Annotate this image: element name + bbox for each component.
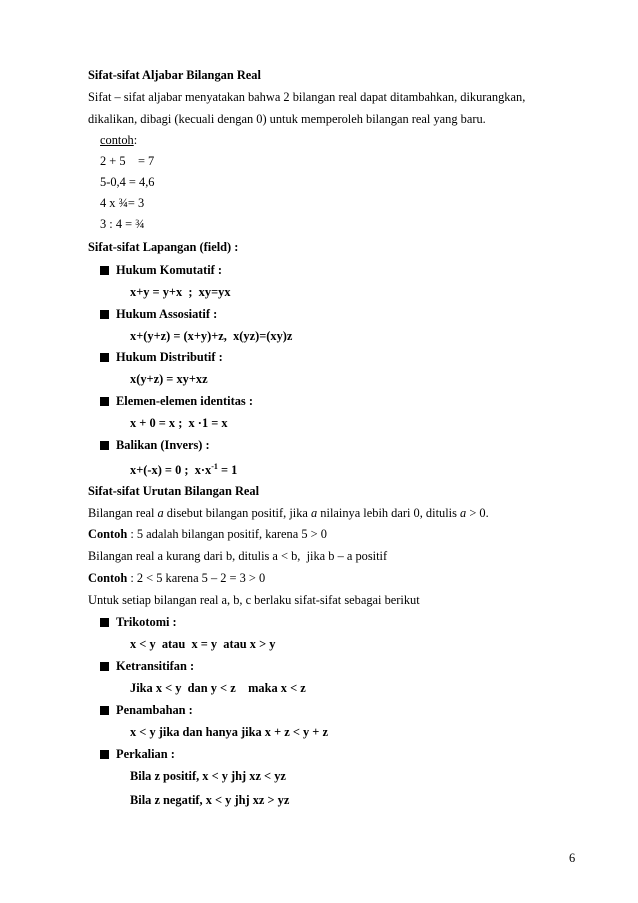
contoh-label: Contoh	[88, 527, 128, 541]
lapangan-title: Sifat-sifat Lapangan (field) :	[88, 240, 239, 254]
bullet-square-icon	[100, 441, 109, 450]
bullet-square-icon	[100, 397, 109, 406]
aljabar-title: Sifat-sifat Aljabar Bilangan Real	[88, 68, 261, 82]
invers-formula-superscript: -1	[211, 462, 218, 471]
urutan-formula: x < y atau x = y atau x > y	[130, 637, 276, 651]
example-1: 2 + 5 = 7	[100, 154, 155, 168]
contoh-colon: :	[133, 133, 138, 147]
bullet-square-icon	[100, 750, 109, 759]
bullet-square-icon	[100, 706, 109, 715]
variable-a: a	[157, 506, 164, 520]
urutan-line-1	[88, 505, 489, 521]
invers-formula-b: = 1	[217, 463, 238, 478]
lapangan-formula: x+y = y+x ; xy=yx	[130, 285, 231, 299]
bullet-square-icon	[100, 618, 109, 627]
urutan-contoh-1	[88, 526, 327, 542]
urutan-line-2: Bilangan real a kurang dari b, ditulis a < b, jika b – a positif	[88, 549, 388, 563]
lapangan-formula: x + 0 = x ; x ·1 = x	[130, 416, 228, 430]
lapangan-item-label: Hukum Distributif :	[116, 350, 223, 364]
variable-a: a	[311, 506, 318, 520]
aljabar-paragraph-line-1: Sifat – sifat aljabar menyatakan bahwa 2 bilangan real dapat ditambahkan, dikurangkan,	[88, 90, 526, 104]
urutan-formula: Bila z positif, x < y jhj xz < yz	[130, 769, 286, 783]
text-segment: Bilangan real	[88, 506, 158, 520]
bullet-square-icon	[100, 353, 109, 362]
urutan-formula: Jika x < y dan y < z maka x < z	[130, 681, 306, 695]
text-segment: > 0.	[466, 506, 489, 520]
lapangan-item-label: Hukum Komutatif :	[116, 263, 223, 277]
lapangan-formula	[130, 459, 237, 478]
urutan-title: Sifat-sifat Urutan Bilangan Real	[88, 484, 260, 498]
example-3: 4 x ¾= 3	[100, 196, 145, 210]
urutan-item-label: Penambahan :	[116, 703, 193, 717]
invers-formula-a: x+(-x) = 0 ; x·x	[130, 463, 212, 478]
page-number: 6	[569, 851, 576, 865]
example-4: 3 : 4 = ¾	[100, 217, 145, 231]
urutan-item-label: Trikotomi :	[116, 615, 177, 629]
lapangan-item-label: Hukum Assosiatif :	[116, 307, 218, 321]
bullet-square-icon	[100, 266, 109, 275]
urutan-contoh-2	[88, 570, 265, 586]
urutan-formula: x < y jika dan hanya jika x + z < y + z	[130, 725, 328, 739]
urutan-formula: Bila z negatif, x < y jhj xz > yz	[130, 793, 290, 807]
bullet-square-icon	[100, 310, 109, 319]
aljabar-paragraph-line-2: dikalikan, dibagi (kecuali dengan 0) untuk memperoleh bilangan real yang baru.	[88, 112, 486, 126]
example-2: 5-0,4 = 4,6	[100, 175, 155, 189]
urutan-item-label: Perkalian :	[116, 747, 175, 761]
lapangan-formula: x(y+z) = xy+xz	[130, 372, 208, 386]
contoh-text: : 2 < 5 karena 5 – 2 = 3 > 0	[127, 571, 266, 585]
bullet-square-icon	[100, 662, 109, 671]
contoh-label: contoh	[100, 133, 134, 147]
text-segment: disebut bilangan positif, jika	[163, 506, 311, 520]
lapangan-item-label: Elemen-elemen identitas :	[116, 394, 253, 408]
urutan-item-label: Ketransitifan :	[116, 659, 195, 673]
lapangan-item-label: Balikan (Invers) :	[116, 438, 210, 452]
urutan-line-3: Untuk setiap bilangan real a, b, c berlaku sifat-sifat sebagai berikut	[88, 593, 420, 607]
lapangan-formula: x+(y+z) = (x+y)+z, x(yz)=(xy)z	[130, 329, 293, 343]
contoh-label: Contoh	[88, 571, 128, 585]
text-segment: nilainya lebih dari 0, ditulis	[317, 506, 461, 520]
variable-a: a	[460, 506, 467, 520]
aljabar-contoh	[100, 132, 137, 148]
contoh-text: : 5 adalah bilangan positif, karena 5 > 0	[127, 527, 327, 541]
